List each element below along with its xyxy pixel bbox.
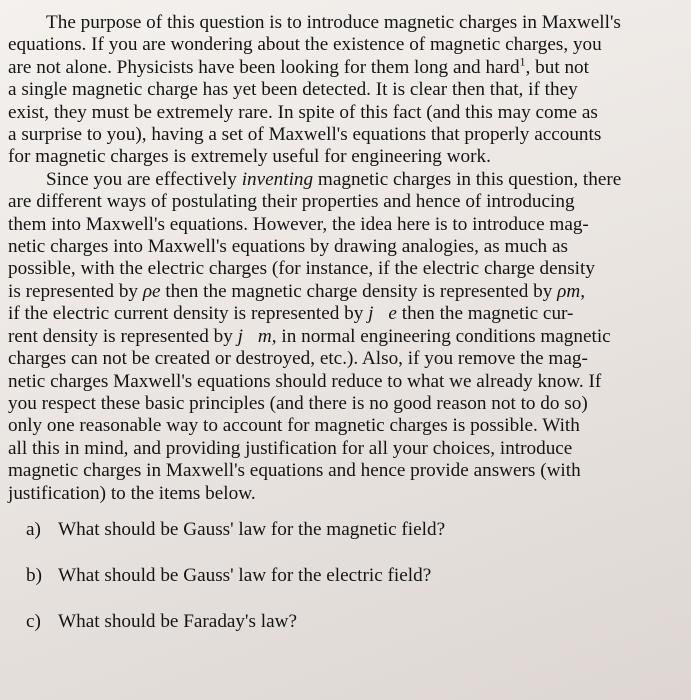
text-segment: then the magnetic cur- <box>396 303 574 325</box>
text-line <box>8 54 683 79</box>
text-line: netic charges into Maxwell's equations by drawing analogies, as much as <box>8 236 568 258</box>
text-line: possible, with the electric charges (for instance, if the electric charge density <box>8 258 595 280</box>
text-line: for magnetic charges is extremely useful for engineering work. <box>8 146 491 168</box>
text-line: exist, they must be extremely rare. In spite of this fact (and this may come as <box>8 101 598 123</box>
math-j-e: j⃗e <box>368 303 397 325</box>
item-text: What should be Gauss' law for the magnetic field? <box>58 518 446 540</box>
main-paragraph <box>8 169 683 505</box>
text-segment: , but not <box>525 56 589 78</box>
text-segment: if the electric current density is represented by <box>8 303 369 325</box>
emphasis-text: inventing <box>241 168 314 190</box>
math-j-m: j⃗m <box>237 325 272 347</box>
item-label: a) <box>26 518 41 540</box>
footnote-marker: 1 <box>519 54 526 69</box>
text-line <box>8 303 683 325</box>
text-line: a single magnetic charge has yet been detected. It is clear then that, if they <box>8 79 578 101</box>
math-rho-m: ρm, <box>557 280 586 302</box>
math-rho-e: ρe <box>142 280 161 302</box>
item-text: What should be Gauss' law for the electric field? <box>58 564 432 586</box>
text-segment: Since you are effectively <box>46 168 242 190</box>
text-line <box>8 169 683 191</box>
question-item-a <box>8 519 683 541</box>
text-line: The purpose of this question is to introduce magnetic charges in Maxwell's <box>46 12 621 33</box>
text-line: magnetic charges in Maxwell's equations and hence provide answers (with <box>8 460 581 482</box>
intro-paragraph <box>8 12 683 169</box>
text-segment: , in normal engineering conditions magnetic <box>271 325 611 347</box>
text-segment: are not alone. Physicists have been looking for them long and hard <box>8 56 520 78</box>
text-segment: is represented by <box>8 280 143 302</box>
item-text: What should be Faraday's law? <box>58 610 297 632</box>
text-line: all this in mind, and providing justification for all your choices, introduce <box>8 437 573 459</box>
text-line <box>8 326 683 348</box>
text-line: netic charges Maxwell's equations should reduce to what we already know. If <box>8 370 602 392</box>
text-segment: then the magnetic charge density is represented by <box>160 280 558 302</box>
text-line: charges can not be created or destroyed, etc.). Also, if you remove the mag- <box>8 348 588 370</box>
question-item-c <box>8 611 683 633</box>
text-line: equations. If you are wondering about the existence of magnetic charges, you <box>8 34 602 56</box>
question-item-b <box>8 565 683 587</box>
text-line: are different ways of postulating their properties and hence of introducing <box>8 191 575 213</box>
text-line: them into Maxwell's equations. However, the idea here is to introduce mag- <box>8 213 589 235</box>
text-line: you respect these basic principles (and there is no good reason not to do so) <box>8 392 588 414</box>
item-label: c) <box>26 610 41 632</box>
question-items <box>8 519 683 633</box>
text-line: justification) to the items below. <box>8 482 256 504</box>
text-line <box>8 281 683 303</box>
text-segment: magnetic charges in this question, there <box>313 168 622 190</box>
item-label: b) <box>26 564 42 586</box>
text-segment: rent density is represented by <box>8 325 238 347</box>
text-line: a surprise to you), having a set of Maxwell's equations that properly accounts <box>8 124 602 146</box>
text-line: only one reasonable way to account for magnetic charges is possible. With <box>8 415 580 437</box>
